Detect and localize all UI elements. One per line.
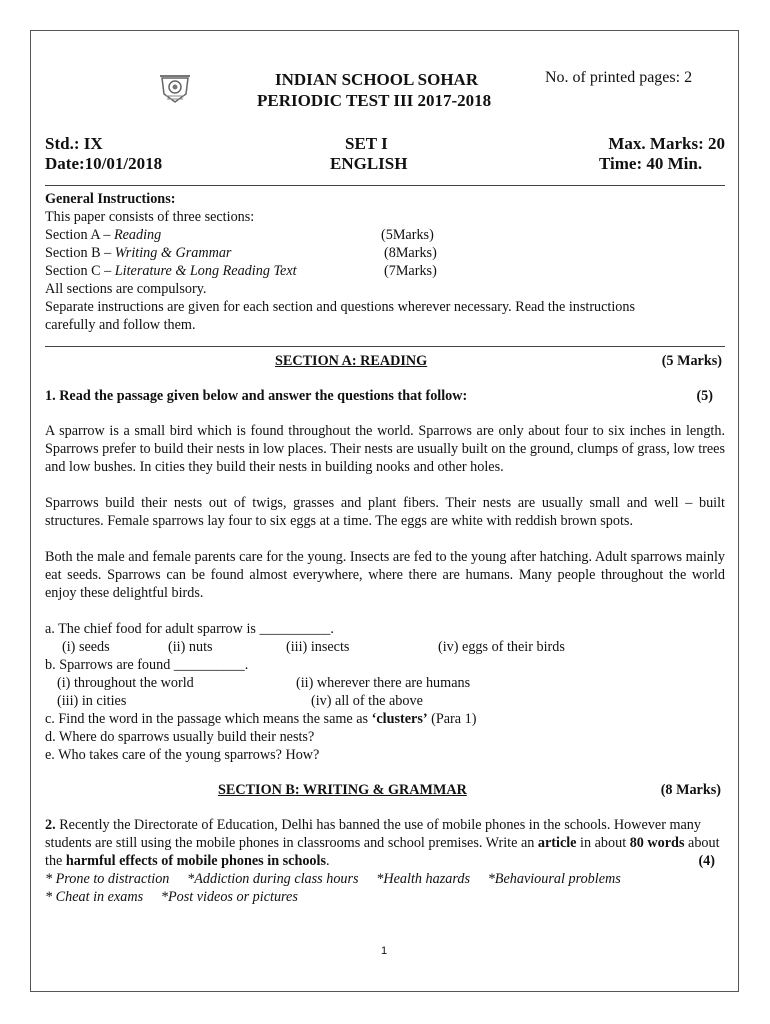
max-marks: Max. Marks: 20 xyxy=(608,134,725,153)
standard: Std.: IX xyxy=(45,134,103,153)
subject: ENGLISH xyxy=(330,154,408,173)
question-b-option: (i) throughout the world xyxy=(57,675,194,691)
school-name: INDIAN SCHOOL SOHAR xyxy=(275,70,479,89)
section-a-title: SECTION A: READING xyxy=(275,353,428,369)
section-b-instruction: Section B – Writing & Grammar xyxy=(45,245,232,261)
hints-line-1: * Prone to distraction *Addiction during class hours *Health hazards *Behavioural problems xyxy=(45,871,621,887)
question-d: d. Where do sparrows usually build their nests? xyxy=(45,729,315,745)
set-label: SET I xyxy=(345,134,388,153)
section-b-title: SECTION B: WRITING & GRAMMAR xyxy=(218,782,467,798)
question-a-option: (iv) eggs of their birds xyxy=(438,639,565,655)
passage-paragraph-3: Both the male and female parents care for the young. Insects are fed to the young after hatching. Adult sparrows mainly eat seeds. Sparrows can be found almost everywhere, where there are humans. Many people throughout the world enjoy these delightful birds. xyxy=(45,549,725,602)
section-c-marks: (7Marks) xyxy=(384,263,437,279)
divider xyxy=(45,346,725,347)
page-number: 1 xyxy=(381,945,388,957)
question-b: b. Sparrows are found __________. xyxy=(45,657,249,673)
question-a: a. The chief food for adult sparrow is __________. xyxy=(45,621,334,637)
exam-time: Time: 40 Min. xyxy=(599,154,703,173)
instructions-line: This paper consists of three sections: xyxy=(45,209,255,225)
question-1: 1. Read the passage given below and answer the questions that follow: xyxy=(45,388,468,404)
passage-paragraph-1: A sparrow is a small bird which is found throughout the world. Sparrows are only about four to six inches in length. Sparrows prefer to build their nests in low places. Their nests are usually built on the ground, clumps of grass, low trees and low bushes. In cities they build their nests in building nooks and other holes. xyxy=(45,423,725,476)
question-2-marks: (4) xyxy=(698,853,715,869)
school-emblem-icon xyxy=(158,72,192,104)
instructions-title: General Instructions: xyxy=(45,191,176,207)
section-a-instruction: Section A – Reading xyxy=(45,227,162,243)
section-c-instruction: Section C – Literature & Long Reading Text xyxy=(45,263,297,279)
question-b-option: (iii) in cities xyxy=(57,693,127,709)
question-a-option: (iii) insects xyxy=(286,639,350,655)
question-e: e. Who takes care of the young sparrows? How? xyxy=(45,747,320,763)
section-a-marks: (5Marks) xyxy=(381,227,434,243)
question-1-marks: (5) xyxy=(696,388,713,404)
section-a-total-marks: (5 Marks) xyxy=(661,353,722,369)
question-b-option: (ii) wherever there are humans xyxy=(296,675,471,691)
printed-pages: No. of printed pages: 2 xyxy=(545,69,693,86)
exam-date: Date:10/01/2018 xyxy=(45,154,163,173)
section-b-marks: (8Marks) xyxy=(384,245,437,261)
divider xyxy=(45,185,725,186)
test-title: PERIODIC TEST III 2017-2018 xyxy=(257,91,492,110)
compulsory-note: All sections are compulsory. xyxy=(45,281,207,297)
question-a-option: (i) seeds xyxy=(62,639,110,655)
question-b-option: (iv) all of the above xyxy=(311,693,423,709)
separate-note: Separate instructions are given for each section and questions wherever necessary. Read the instructions carefully and follow them. xyxy=(45,299,636,333)
question-2: 2. Recently the Directorate of Education, Delhi has banned the use of mobile phones in the schools. However many students are still using the mobile phones in classrooms and school premises. Write an article in about 80 words about the harmful effects of mobile phones in schools. xyxy=(45,817,720,870)
hints-line-2: * Cheat in exams *Post videos or pictures xyxy=(45,889,298,905)
question-c: c. Find the word in the passage which means the same as ‘clusters’ (Para 1) xyxy=(45,711,477,727)
question-a-option: (ii) nuts xyxy=(168,639,213,655)
passage-paragraph-2: Sparrows build their nests out of twigs, grasses and plant fibers. Their nests are usually small and well – built structures. Female sparrows lay four to six eggs at a time. The eggs are white with reddish brown spots. xyxy=(45,495,725,530)
section-b-total-marks: (8 Marks) xyxy=(660,782,721,798)
